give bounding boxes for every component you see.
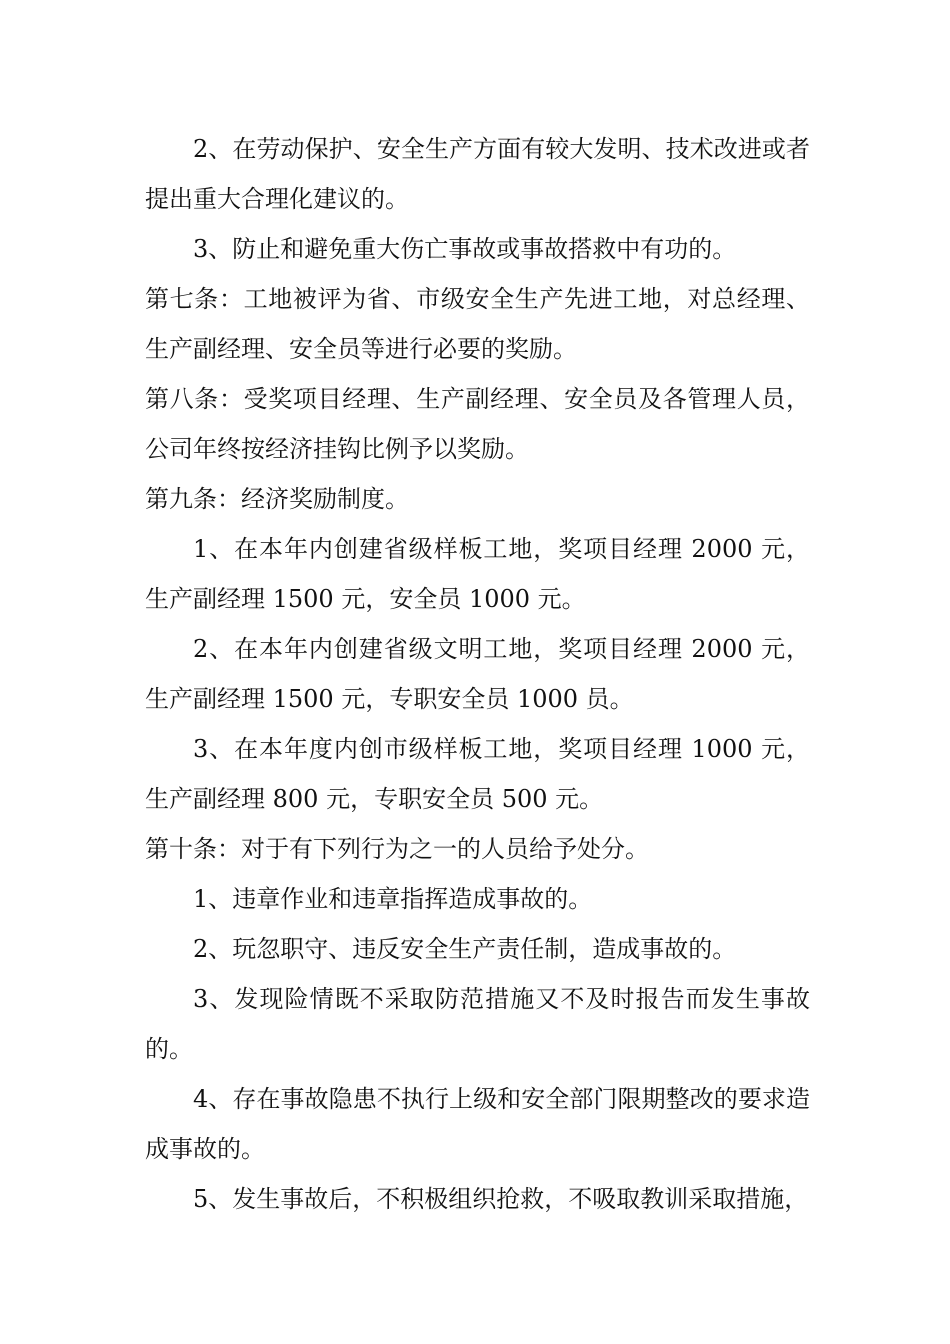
penalty-item-4: 4、存在事故隐患不执行上级和安全部门限期整改的要求造成事故的。: [145, 1085, 810, 1163]
penalty-item-3: 3、发现险情既不采取防范措施又不及时报告而发生事故的。: [145, 985, 810, 1063]
reward-item-1: 1、在本年内创建省级样板工地，奖项目经理 2000 元，生产副经理 1500 元，安全员 1000 元。: [145, 535, 810, 613]
penalty-item-5: 5、发生事故后，不积极组织抢救，不吸取教训采取措施，: [193, 1185, 809, 1213]
article-7: 第七条：工地被评为省、市级安全生产先进工地，对总经理、生产副经理、安全员等进行必要的奖励。: [145, 285, 810, 363]
paragraph-item-2-invention: 2、在劳动保护、安全生产方面有较大发明、技术改进或者提出重大合理化建议的。: [145, 135, 810, 213]
paragraph-item-3-rescue: 3、防止和避免重大伤亡事故或事故搭救中有功的。: [193, 235, 737, 263]
article-8: 第八条：受奖项目经理、生产副经理、安全员及各管理人员，公司年终按经济挂钩比例予以奖励。: [145, 385, 810, 463]
article-10: 第十条：对于有下列行为之一的人员给予处分。: [145, 835, 649, 863]
reward-item-3: 3、在本年度内创市级样板工地，奖项目经理 1000 元，生产副经理 800 元，专职安全员 500 元。: [145, 735, 810, 813]
penalty-item-2: 2、玩忽职守、违反安全生产责任制，造成事故的。: [193, 935, 737, 963]
penalty-item-1: 1、违章作业和违章指挥造成事故的。: [193, 885, 593, 913]
reward-item-2: 2、在本年内创建省级文明工地，奖项目经理 2000 元，生产副经理 1500 元，专职安全员 1000 员。: [145, 635, 810, 713]
document-body: [145, 124, 810, 1224]
article-9: 第九条：经济奖励制度。: [145, 485, 409, 513]
